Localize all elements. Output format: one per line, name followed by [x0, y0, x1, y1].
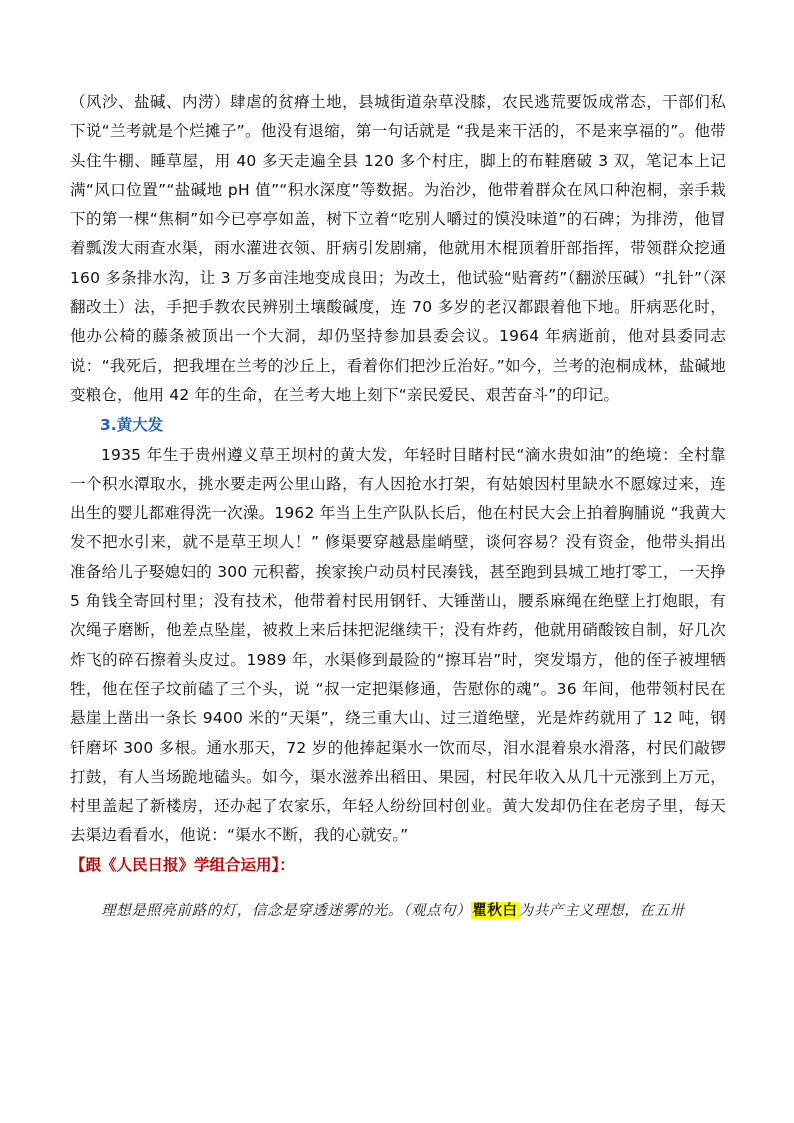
example-prefix: 理想是照亮前路的灯，信念是穿透迷雾的光。（观点句）: [101, 903, 472, 920]
usage-heading: 【跟《人民日报》学组合运用】：: [70, 855, 295, 874]
highlighted-name: 瞿秋白: [472, 902, 518, 920]
huangdafa-paragraph: 1935 年生于贵州遵义草王坝村的黄大发，年轻时目睹村民“滴水贵如油”的绝境：全村靠一个积水潭取水，挑水要走两公里山路，有人因抢水打架，有姑娘因村里缺水不愿嫁过来，连出生的婴儿都难得洗一次澡。1962 年当上生产队队长后，他在村民大会上拍着胸脯说 “我黄大发不把水引来，就不是草王坝人！” 修渠要穿越悬崖峭壁，谈何容易？没有资金，他带头捐出准备给儿子娶媳妇的 300 元积蓄，挨家挨户动员村民凑钱，甚至跑到县城工地打零工，一天挣 5 角钱全寄回村里；没有技术，他带着村民用钢钎、大锤凿山，腰系麻绳在绝壁上打炮眼，有次绳子磨断，他差点坠崖，被救上来后抹把泥继续干；没有炸药，他就用硝酸铵自制，好几次炸飞的碎石擦着头皮过。1989 年，水渠修到最险的“擦耳岩”时，突发塌方，他的侄子被埋牺牲，他在侄子坟前磕了三个头，说 “叔一定把渠修通，告慰你的魂”。36 年间，他带领村民在悬崖上凿出一条长 9400 米的“天渠”，绕三重大山、过三道绝壁，光是炸药就用了 12 吨，钢钎磨坏 300 多根。通水那天，72 岁的他捧起渠水一饮而尽，泪水混着泉水滑落，村民们敲锣打鼓，有人当场跪地磕头。如今，渠水滋养出稻田、果园，村民年收入从几十元涨到上万元，村里盖起了新楼房，还办起了农家乐，年轻人纷纷回村创业。黄大发却仍住在老房子里，每天去渠边看看水，他说：“渠水不断，我的心就安。”: [70, 445, 726, 845]
section-title-huangdafa: 3.黄大发: [100, 416, 164, 435]
document-page: [70, 88, 726, 926]
lankao-paragraph: （风沙、盐碱、内涝）肆虐的贫瘠土地，县城街道杂草没膝，农民逃荒要饭成常态，干部们私下说“兰考就是个烂摊子”。他没有退缩，第一句话就是 “我是来干活的，不是来享福的”。他带头住牛棚、睡草屋，用 40 多天走遍全县 120 多个村庄，脚上的布鞋磨破 3 双，笔记本上记满“风口位置”“盐碱地 pH 值”“积水深度”等数据。为治沙，他带着群众在风口种泡桐，亲手栽下的第一棵“焦桐”如今已亭亭如盖，树下立着“吃别人嚼过的馍没味道”的石碑；为排涝，他冒着瓢泼大雨查水渠，雨水灌进衣领、肝病引发剧痛，他就用木棍顶着肝部指挥，带领群众挖通 160 多条排水沟，让 3 万多亩洼地变成良田；为改土，他试验“贴膏药”（翻淤压碱）“扎针”（深翻改土）法，手把手教农民辨别土壤酸碱度，连 70 多岁的老汉都跟着他下地。肝病恶化时，他办公椅的藤条被顶出一个大洞，却仍坚持参加县委会议。1964 年病逝前，他对县委同志说：“我死后，把我埋在兰考的沙丘上，看着你们把沙丘治好。”如今，兰考的泡桐成林，盐碱地变粮仓，他用 42 年的生命，在兰考大地上刻下“亲民爱民、艰苦奋斗”的印记。: [70, 93, 726, 404]
example-suffix: 为共产主义理想，在五卅: [518, 903, 685, 920]
example-paragraph: [70, 896, 726, 926]
